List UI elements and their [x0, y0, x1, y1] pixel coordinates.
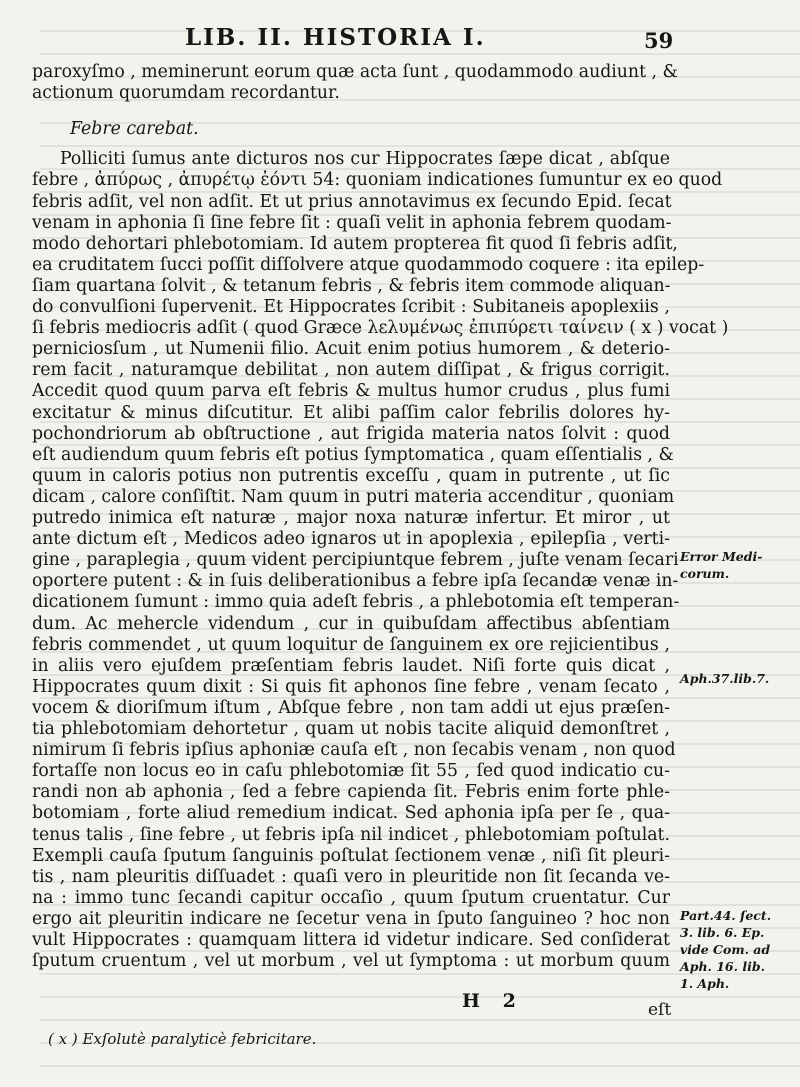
marginal-note: Aph.37.lib.7. [680, 671, 770, 686]
body-line: oportere putent : & in ſuis deliberationibus a febre ipſa ſecandæ venæ in- [32, 571, 679, 592]
body-line: botomiam , forte aliud remedium indicat. Sed aphonia ipſa per ſe , qua- [32, 803, 670, 824]
body-line: Accedit quod quum parva eſt febris & multus humor crudus , plus fumi [32, 381, 670, 402]
signature-mark: H 2 [462, 990, 524, 1012]
body-line: in aliis vero ejuſdem præſentiam febris laudet. Niſi forte quis dicat , [32, 655, 670, 676]
body-line: rem facit , naturamque debilitat , non autem diſſipat , & frigus corrigit. [32, 360, 670, 381]
body-line: randi non ab aphonia , ſed a febre capienda ſit. Febris enim forte phle- [32, 782, 670, 803]
body-line: Febre carebat. [70, 119, 199, 140]
body-line: actionum quorumdam recordantur. [32, 83, 340, 104]
page-number: 59 [644, 28, 674, 53]
body-line: Hippocrates quum dixit : Si quis fit aphonos ſine febre , venam ſecato , [32, 676, 670, 697]
body-line: ergo ait pleuritin indicare ne ſecetur vena in ſputo ſanguineo ? hoc non [32, 908, 670, 929]
body-line: Polliciti ſumus ante dicturos nos cur Hippocrates ſæpe dicat , abſque [60, 149, 670, 170]
body-line: paroxyſmo , meminerunt eorum quæ acta ſunt , quodammodo audiunt , & [32, 62, 678, 82]
body-line: dicam , calore conſiſtit. Nam quum in putri materia accenditur , quoniam [32, 486, 675, 507]
body-line: ſiam quartana ſolvit , & tetanum febris , & febris item commode aliquan- [32, 275, 671, 296]
body-line: eſt audiendum quum febris eſt potius ſymptomatica , quam eſſentialis , & [32, 444, 674, 465]
body-line: ea cruditatem ſucci poſſit diſſolvere atque quodammodo coquere : ita epilep- [32, 254, 705, 275]
marginal-note: Error Medi- corum. [680, 549, 763, 581]
body-line: ſputum cruentum , vel ut morbum , vel ut ſymptoma : ut morbum quum [32, 951, 670, 972]
marginal-note: Part.44. ſect. 3. lib. 6. Ep. vide Com. ad Aph. 16. lib. 1. Aph. [680, 908, 772, 991]
body-line: dicationem ſumunt : immo quia adeſt febris , a phlebotomia eſt temperan- [32, 592, 680, 613]
running-header: LIB. II. HISTORIA I. [185, 24, 486, 51]
body-line: putredo inimica eſt naturæ , major noxa naturæ infertur. Et miror , ut [32, 508, 670, 528]
body-line: tenus talis , ſine febre , ut febris ipſa nil indicet , phlebotomiam poſtulat. [32, 824, 670, 845]
body-line: ſi febris mediocris adſit ( quod Græce λελυμένως ἐπιπύρετι ταίνειν ( x ) vocat ) [32, 318, 729, 339]
body-line: vult Hippocrates : quamquam littera id videtur indicare. Sed conſiderat [32, 930, 670, 950]
body-line: nimirum ſi febris ipſius aphoniæ cauſa eſt , non ſecabis venam , non quod [32, 740, 676, 761]
body-line: na : immo tunc ſecandi capitur occaſio , quum ſputum cruentatur. Cur [32, 887, 670, 908]
body-line: venam in aphonia ſi ſine febre ſit : quaſi velit in aphonia febrem quodam- [32, 212, 672, 233]
body-line: ante dictum eſt , Medicos adeo ignaros ut in apoplexia , epilepſia , verti- [32, 529, 670, 550]
body-line: Exempli cauſa ſputum ſanguinis poſtulat ſectionem venæ , niſi ſit pleuri- [32, 845, 670, 866]
footnote: ( x ) Exſolutè paralyticè febricitare. [48, 1030, 317, 1048]
body-line: vocem & dioriſmum iſtum , Abſque febre , non tam addi ut ejus præſen- [32, 697, 670, 718]
body-line: gine , paraplegia , quum vident percipiuntque febrem , juſte venam ſecari [32, 550, 679, 571]
body-line: modo dehortari phlebotomiam. Id autem propterea fit quod ſi febris adſit, [32, 233, 678, 254]
body-line: quum in caloris potius non putrentis exceſſu , quam in putrente , ut ſic [32, 465, 670, 486]
body-line: tia phlebotomiam dehortetur , quam ut nobis tacite aliquid demonſtret , [32, 719, 670, 739]
body-line: febris commendet , ut quum loquitur de ſanguinem ex ore rejicientibus , [32, 634, 670, 655]
body-line: pochondriorum ab obſtructione , aut frigida materia natos ſolvit : quod [32, 423, 670, 444]
body-line: fortaſſe non locus eo in caſu phlebotomiæ ſit 55 , ſed quod indicatio cu- [32, 761, 670, 782]
body-line: excitatur & minus diſcutitur. Et alibi paſſim calor febrilis dolores hy- [32, 402, 670, 423]
body-line: perniciosſum , ut Numenii filio. Acuit enim potius humorem , & deterio- [32, 339, 670, 360]
body-line: febre , ἀπύρως , ἀπυρέτῳ ἐόντι 54: quoniam indicationes ſumuntur ex eo quod [32, 170, 723, 191]
body-line: dum. Ac mehercle videndum , cur in quibuſdam affectibus abſentiam [32, 613, 670, 634]
body-line: do convulſioni ſupervenit. Et Hippocrates ſcribit : Subitaneis apoplexiis , [32, 297, 670, 317]
catchword: eſt [648, 1000, 672, 1020]
body-line: febris adſit, vel non adſit. Et ut prius annotavimus ex ſecundo Epid. ſecat [32, 191, 672, 212]
body-line: tis , nam pleuritis diſſuadet : quaſi vero in pleuritide non ſit ſecanda ve- [32, 866, 670, 887]
